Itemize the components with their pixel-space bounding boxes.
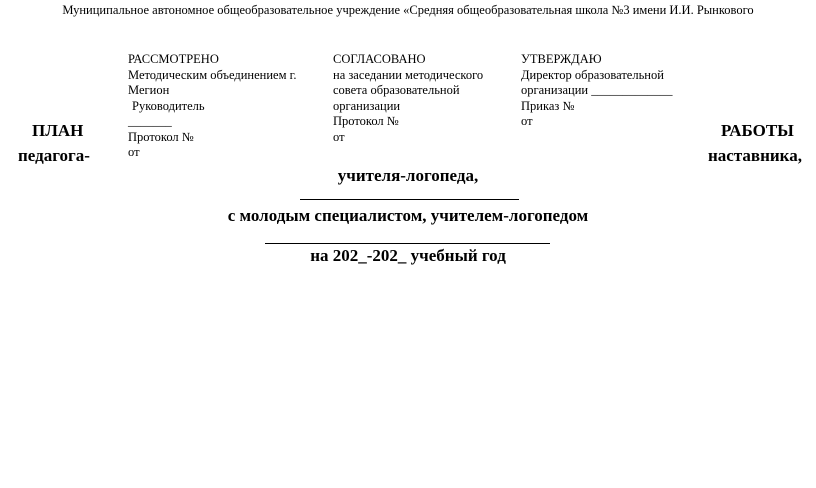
considered-line-2: Мегион <box>128 83 170 97</box>
considered-line-5: Протокол № <box>128 129 194 144</box>
title-teacher: педагога- <box>18 146 90 165</box>
title-line-3: на 202_-202_ учебный год <box>310 246 506 265</box>
fill-in-rule-1 <box>300 199 519 200</box>
approved-block <box>521 52 672 130</box>
considered-title: РАССМОТРЕНО <box>128 52 219 66</box>
agreed-line-2: совета образовательной <box>333 83 460 97</box>
title-work: РАБОТЫ <box>721 121 794 140</box>
school-header: Муниципальное автономное общеобразовательное учреждение «Средняя общеобразовательная школа №3 имени И.И. Рынкового <box>62 3 754 17</box>
agreed-line-1: на заседании методического <box>333 67 484 82</box>
agreed-line-4: Протокол № <box>333 114 399 128</box>
approved-line-1: Директор образовательной <box>521 67 664 82</box>
considered-line-4: _______ <box>128 114 172 128</box>
approved-title: УТВЕРЖДАЮ <box>521 52 602 66</box>
approved-line-4: от <box>521 114 533 128</box>
fill-in-rule-2 <box>265 243 550 244</box>
approved-line-3: Приказ № <box>521 98 575 113</box>
agreed-block <box>333 52 483 145</box>
agreed-title: СОГЛАСОВАНО <box>333 52 426 66</box>
title-line-1: учителя-логопеда, <box>337 166 479 185</box>
agreed-line-5: от <box>333 129 345 144</box>
considered-block <box>128 52 296 161</box>
title-line-2: с молодым специалистом, учителем-логопедом <box>227 206 589 225</box>
considered-line-6: от <box>128 145 140 159</box>
considered-line-3: Руководитель <box>132 98 205 113</box>
approved-line-2: организации _____________ <box>521 83 673 97</box>
title-mentor: наставника, <box>708 146 802 165</box>
considered-line-1: Методическим объединением г. <box>128 67 297 82</box>
agreed-line-3: организации <box>333 98 401 113</box>
title-plan: ПЛАН <box>32 121 84 140</box>
